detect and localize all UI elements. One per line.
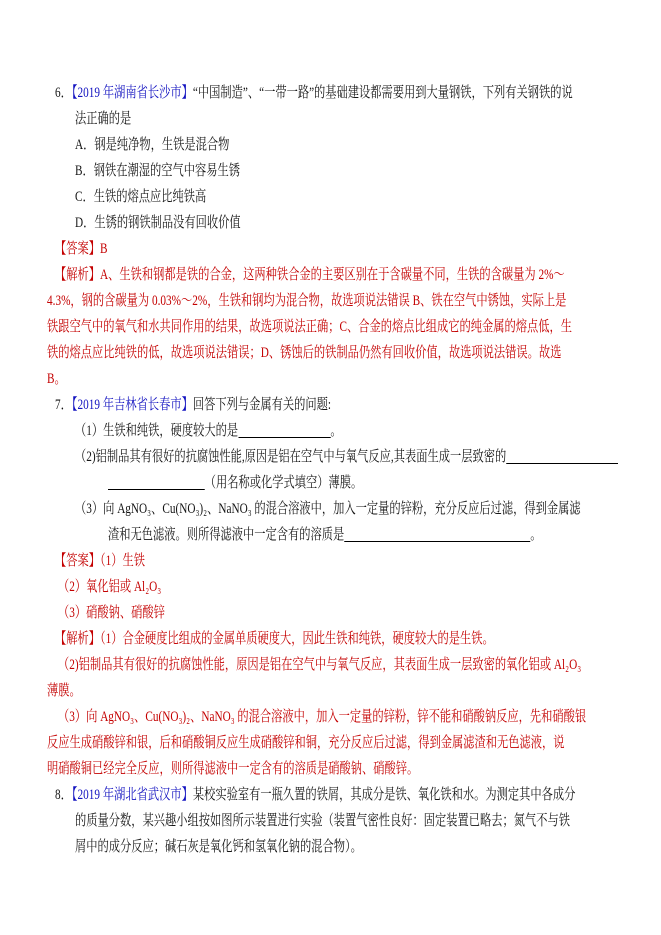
doc-line bbox=[55, 80, 661, 106]
doc-line bbox=[75, 210, 661, 236]
doc-line bbox=[75, 158, 661, 184]
doc-line bbox=[55, 548, 661, 574]
doc-line-text bbox=[55, 626, 494, 652]
source-tag: 【2019 年湖南省长沙市】 bbox=[71, 85, 193, 101]
text-segment: （3）硝酸钠、硝酸锌 bbox=[58, 605, 165, 621]
doc-line bbox=[55, 392, 661, 418]
text-segment: （用名称或化学式填空）薄膜。 bbox=[204, 475, 363, 491]
text-segment: C．生铁的熔点应比纯铁高 bbox=[75, 189, 207, 205]
doc-line-text bbox=[55, 80, 573, 106]
doc-line-text bbox=[47, 730, 565, 756]
doc-line bbox=[47, 678, 661, 704]
text-segment: （2）氧化铝或 Al₂O₃ bbox=[58, 579, 162, 595]
text-segment: （2)铝制品其有很好的抗腐蚀性能，原因是铝在空气中与氧气反应，其表面生成一层致密的氧化铝或 Al₂O₃ bbox=[58, 657, 582, 673]
text-segment: （2)铝制品其有很好的抗腐蚀性能,原因是铝在空气中与氧气反应,其表面生成一层致密的 bbox=[75, 449, 507, 465]
text-segment: 【解析】（1）合金硬度比组成的金属单质硬度大，因此生铁和纯铁，硬度较大的是生铁。 bbox=[55, 631, 494, 647]
text-segment: （1）生铁和纯铁，硬度较大的是 bbox=[75, 423, 239, 439]
doc-line bbox=[108, 522, 661, 548]
doc-line bbox=[55, 236, 661, 262]
doc-line-text bbox=[55, 548, 145, 574]
text-segment: B．钢铁在潮湿的空气中容易生锈 bbox=[75, 163, 241, 179]
doc-line-text bbox=[58, 704, 586, 730]
doc-line-text bbox=[47, 678, 81, 704]
text-segment: （3）向 AgNO₃、Cu(NO₃)₂、NaNO₃ 的混合溶液中，加入一定量的锌粉，锌不能和硝酸钠反应，先和硝酸银 bbox=[58, 709, 587, 725]
doc-line-text bbox=[47, 314, 572, 340]
text-segment: 铁跟空气中的氧气和水共同作用的结果，故选项说法正确；C、合金的熔点比组成它的纯金属的熔点低，生 bbox=[47, 319, 573, 335]
doc-line bbox=[47, 340, 661, 366]
doc-line-text bbox=[75, 496, 581, 522]
doc-line-text bbox=[55, 782, 575, 808]
text-segment: 【答案】B bbox=[55, 241, 108, 257]
doc-line bbox=[55, 262, 661, 288]
text-segment: 反应生成硝酸锌和银，后和硝酸铜反应生成硝酸锌和铜，充分反应后过滤，得到金属滤渣和无色滤液，说 bbox=[47, 735, 565, 751]
doc-line bbox=[55, 626, 661, 652]
text-segment: 。 bbox=[530, 527, 542, 543]
doc-line bbox=[58, 652, 661, 678]
text-segment: （3）向 AgNO₃、Cu(NO₃)₂、NaNO₃ 的混合溶液中，加入一定量的锌粉，充分反应后过滤，得到金属滤 bbox=[75, 501, 581, 517]
doc-line bbox=[75, 808, 661, 834]
doc-line bbox=[58, 574, 661, 600]
text-segment: 。 bbox=[330, 423, 342, 439]
doc-line-text bbox=[75, 184, 206, 210]
doc-line-text bbox=[75, 158, 240, 184]
doc-line bbox=[55, 782, 661, 808]
text-segment: 渣和无色滤液。则所得滤液中一定含有的溶质是 bbox=[108, 527, 345, 543]
doc-line-text bbox=[58, 652, 581, 678]
text-segment: 【解析】A、生铁和钢都是铁的合金，这两种铁合金的主要区别在于含碳量不同，生铁的含碳量为 2%～ bbox=[55, 267, 565, 283]
text-segment: 7． bbox=[55, 397, 72, 413]
doc-line bbox=[58, 704, 661, 730]
text-segment: 薄膜。 bbox=[47, 683, 81, 699]
doc-line bbox=[47, 730, 661, 756]
doc-line-text bbox=[55, 392, 331, 418]
doc-line bbox=[47, 756, 661, 782]
doc-line bbox=[75, 132, 661, 158]
text-segment: 屑中的成分反应；碱石灰是氧化钙和氢氧化钠的混合物）。 bbox=[75, 839, 362, 855]
question-8 bbox=[0, 782, 661, 860]
doc-line-text bbox=[58, 574, 161, 600]
doc-line-text bbox=[75, 210, 241, 236]
doc-line bbox=[75, 834, 661, 860]
text-segment: 回答下列与金属有关的问题: bbox=[192, 397, 331, 413]
doc-line bbox=[58, 600, 661, 626]
text-segment: 4.3%，钢的含碳量为 0.03%～2%，生铁和钢均为混合物，故选项说法错误 B、铁在空气中锈蚀，实际上是 bbox=[47, 293, 567, 309]
doc-line-text bbox=[108, 470, 362, 496]
answer-blank-line bbox=[238, 436, 330, 438]
answer-blank-line bbox=[506, 462, 618, 464]
text-segment: 的质量分数，某兴趣小组按如图所示装置进行实验（装置气密性良好：固定装置已略去；氮气不与铁 bbox=[75, 813, 571, 829]
doc-line bbox=[75, 496, 661, 522]
answer-blank-line bbox=[108, 488, 205, 490]
doc-line-text bbox=[55, 236, 108, 262]
doc-line-text bbox=[55, 262, 565, 288]
text-segment: 【答案】（1）生铁 bbox=[55, 553, 146, 569]
source-tag: 【2019 年湖北省武汉市】 bbox=[71, 787, 193, 803]
doc-line bbox=[75, 106, 661, 132]
doc-line-text bbox=[75, 132, 229, 158]
text-segment: D．生锈的钢铁制品没有回收价值 bbox=[75, 215, 241, 231]
document-content bbox=[0, 80, 661, 860]
question-7 bbox=[0, 392, 661, 782]
doc-line-text bbox=[47, 366, 66, 392]
text-segment: 某校实验室有一瓶久置的铁屑，其成分是铁、氧化铁和水。为测定其中各成分 bbox=[192, 787, 576, 803]
text-segment: A．钢是纯净物，生铁是混合物 bbox=[75, 137, 230, 153]
doc-line-text bbox=[47, 288, 566, 314]
text-segment: 铁的熔点应比纯铁的低，故选项说法错误；D、锈蚀后的铁制品仍然有回收价值，故选项说法错误。故选 bbox=[47, 345, 562, 361]
doc-line-text bbox=[58, 600, 165, 626]
doc-line-text bbox=[75, 834, 362, 860]
text-segment: “中国制造”、“一带一路”的基础建设都需要用到大量钢铁，下列有关钢铁的说 bbox=[192, 85, 573, 101]
text-segment: 法正确的是 bbox=[75, 111, 132, 127]
doc-line-text bbox=[47, 756, 418, 782]
doc-line bbox=[75, 184, 661, 210]
text-segment: 明硝酸铜已经完全反应，则所得滤液中一定含有的溶质是硝酸钠、硝酸锌。 bbox=[47, 761, 419, 777]
text-segment: 6． bbox=[55, 85, 72, 101]
doc-line bbox=[47, 288, 661, 314]
answer-blank-line bbox=[344, 540, 530, 542]
doc-line bbox=[47, 366, 661, 392]
doc-line-text bbox=[75, 106, 131, 132]
doc-line-text bbox=[75, 808, 570, 834]
doc-line bbox=[108, 470, 661, 496]
doc-line-text bbox=[108, 522, 542, 548]
text-segment: 8． bbox=[55, 787, 72, 803]
doc-line-text bbox=[47, 340, 561, 366]
source-tag: 【2019 年吉林省长春市】 bbox=[71, 397, 193, 413]
question-6 bbox=[0, 80, 661, 392]
doc-line bbox=[75, 418, 661, 444]
doc-line bbox=[75, 444, 661, 470]
doc-line bbox=[47, 314, 661, 340]
doc-line-text bbox=[75, 444, 618, 470]
doc-line-text bbox=[75, 418, 342, 444]
text-segment: B。 bbox=[47, 371, 66, 387]
